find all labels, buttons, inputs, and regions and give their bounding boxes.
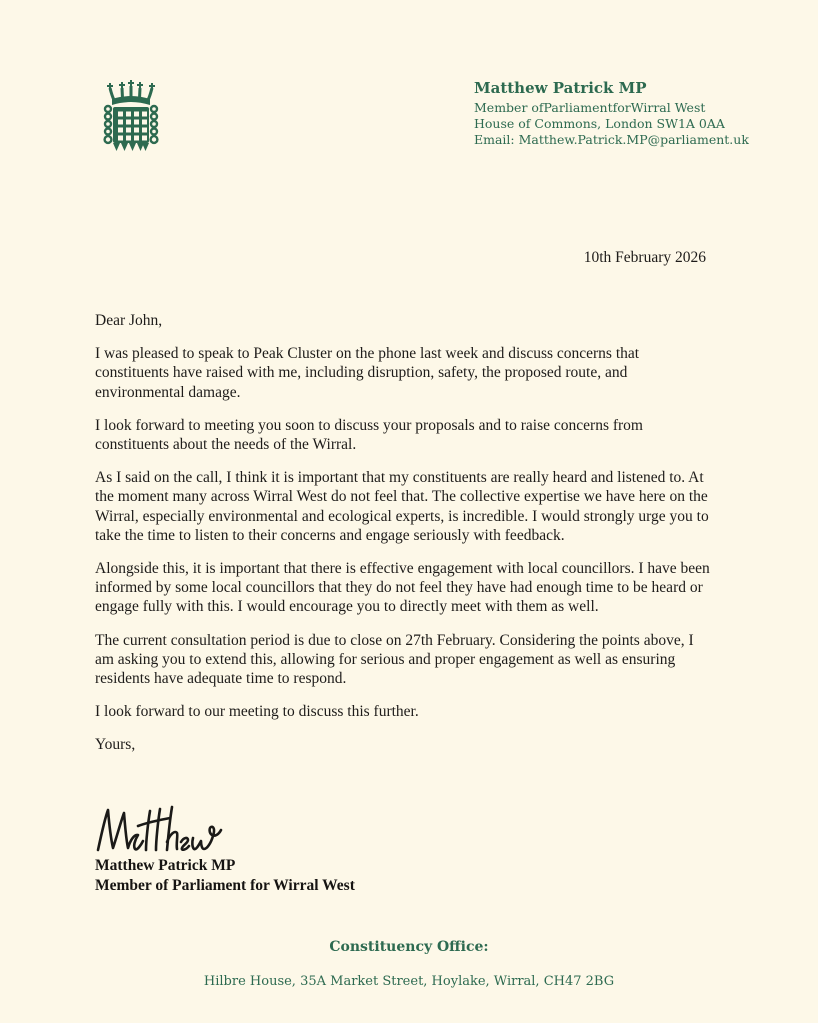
mp-email-line: Email: Matthew.Patrick.MP@parliament.uk bbox=[474, 132, 749, 147]
letter-paragraph: Alongside this, it is important that there is effective engagement with local councillors. I have been informed by some local councillors that they do not feel they have had enough time to be heard or engage fully with this. I would encourage you to directly meet with them as well. bbox=[95, 560, 710, 616]
letter-paragraph: I look forward to our meeting to discuss this further. bbox=[95, 703, 419, 721]
footer bbox=[0, 939, 818, 989]
signer-title: Member of Parliament for Wirral West bbox=[95, 877, 355, 894]
signer-name: Matthew Patrick MP bbox=[95, 857, 236, 874]
signature-handwriting bbox=[92, 801, 224, 857]
paragraph-list bbox=[95, 344, 715, 721]
mp-name: Matthew Patrick MP bbox=[474, 79, 647, 97]
constituency-office-address: Hilbre House, 35A Market Street, Hoylake, Wirral, CH47 2BG bbox=[203, 974, 615, 989]
letter-paragraph: As I said on the call, I think it is important that my constituents are really heard and listened to. At the moment many across Wirral West do not feel that. The collective expertise we have here on the Wirral, especially environmental and ecological experts, is incredible. I would strongly urge you to take the time to listen to their concerns and engage seriously with feedback. bbox=[95, 469, 709, 544]
mp-address-line: House of Commons, London SW1A 0AA bbox=[474, 116, 725, 131]
portcullis-crown-icon bbox=[99, 80, 163, 158]
closing: Yours, bbox=[95, 736, 136, 754]
letter-date: 10th February 2026 bbox=[583, 249, 706, 266]
mp-role-line: Member ofParliamentforWirral West bbox=[474, 100, 706, 115]
letterhead bbox=[474, 78, 774, 148]
constituency-office-heading: Constituency Office: bbox=[329, 939, 489, 955]
letter-paragraph: The current consultation period is due to close on 27th February. Considering the points above, I am asking you to extend this, allowing for serious and proper engagement as well as ensuring residents have adequate time to respond. bbox=[95, 631, 694, 688]
greeting: Dear John, bbox=[95, 312, 163, 329]
letter-paragraph: I look forward to meeting you soon to discuss your proposals and to raise concerns from constituents about the needs of the Wirral. bbox=[95, 416, 643, 454]
letter-body bbox=[95, 311, 715, 769]
letter-paragraph: I was pleased to speak to Peak Cluster on the phone last week and discuss concerns that constituents have raised with me, including disruption, safety, the proposed route, and environmental damage. bbox=[95, 345, 640, 401]
signoff-block bbox=[95, 856, 355, 896]
